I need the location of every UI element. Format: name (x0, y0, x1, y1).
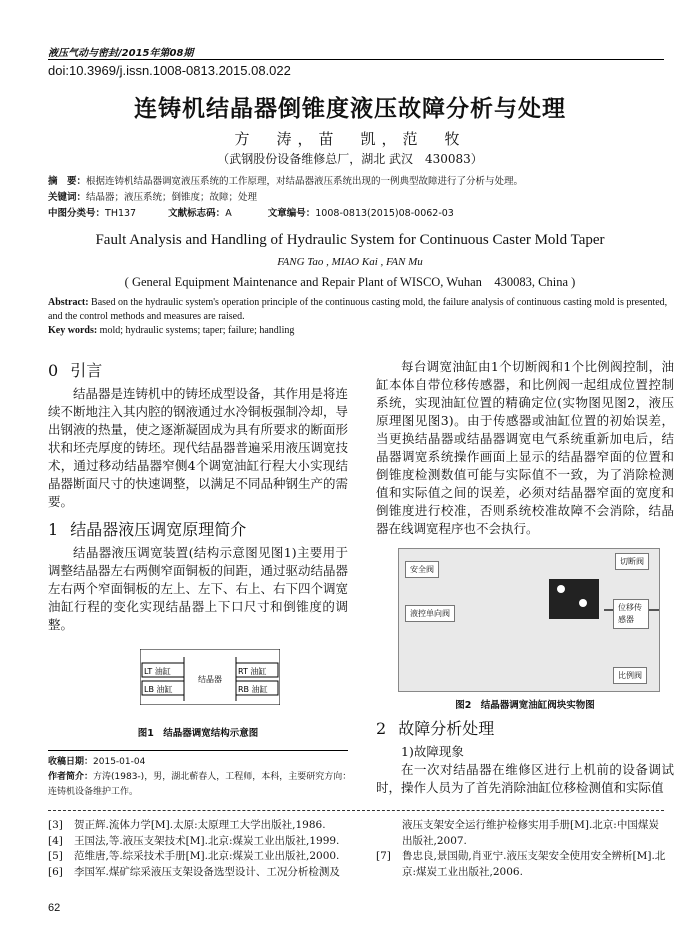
reference-item (48, 849, 358, 865)
reference-item (376, 849, 666, 880)
received-label: 收稿日期： (48, 757, 94, 767)
section-2-number: 2 (376, 719, 387, 738)
footnote-author (48, 770, 351, 784)
abstract-cn (48, 175, 523, 189)
ref-number: [5] (48, 850, 63, 862)
footnote-rule (48, 750, 348, 751)
fig1-lb-label: LB 油缸 (144, 685, 173, 694)
ref-number: [6] (48, 865, 63, 878)
abstract-en-text: Based on the hydraulic system's operation principle of the continuous casting mold, the failure analysis of continuous casting mold is presented, and the control methods and measures are raised. (48, 297, 668, 322)
reference-item (48, 865, 358, 881)
section-1 (48, 517, 348, 634)
fig1-lt-label: LT 油缸 (144, 667, 171, 676)
reference-item-continued (376, 818, 666, 849)
section-0-paragraph: 结晶器是连铸机中的铸坯成型设备，其作用是将连续不断地注入其内腔的钢液通过水冷铜板强制冷却，导出钢液的热量，使之逐渐凝固成为具有所要求的断面形状和坯壳厚度的铸坯。现代结晶器普遍采用液压调宽技术，通过移动结晶器窄侧4个调宽油缸行程大小实现结晶器断面尺寸的快速调整，以满足不同品种钢生产的需要。 (48, 386, 349, 509)
classification (48, 207, 454, 221)
figure-1-diagram (140, 649, 280, 705)
received-date: 2015-01-04 (93, 757, 146, 767)
clc-label: 中图分类号： (48, 208, 106, 219)
fig1-rb-label: RB 油缸 (238, 685, 268, 694)
footnote-author-cont: 连铸机设备维护工作。 (48, 787, 139, 797)
section-2-paragraph: 在一次对结晶器在维修区进行上机前的设备调试时，操作人员为了首先消除油缸位移检测值和实际值 (376, 762, 674, 795)
fig2-label-prop-valve: 比例阀 (613, 667, 647, 684)
ref-text: 李国军.煤矿综采液压支架设备选型设计、工况分析检测及 (74, 865, 340, 878)
article-no-label: 文章编号： (267, 208, 316, 219)
abstract-cn-label: 摘 要： (48, 176, 87, 187)
ref-text: 贺正辉.流体力学[M].太原:太原理工大学出版社,1986. (74, 819, 326, 831)
section-0-number: 0 (48, 361, 59, 380)
title-en: Fault Analysis and Handling of Hydraulic System for Continuous Caster Mold Taper (95, 232, 605, 248)
ref-text: 鲁忠良,景国勋,肖亚宁.液压支架安全使用安全辨析[M].北京:煤炭工业出版社,2006. (402, 850, 666, 878)
authors-en: FANG Tao , MIAO Kai , FAN Mu (277, 256, 423, 268)
journal-header: 液压气动与密封/2015年第08期 (48, 48, 194, 59)
fig2-label-safety-valve: 安全阀 (405, 561, 439, 578)
section-0-title: 引言 (70, 361, 103, 380)
fig1-center-label: 结晶器 (198, 675, 222, 684)
section-1-heading (48, 517, 348, 540)
footnote-received (48, 755, 145, 769)
doc-code-label: 文献标志码： (168, 208, 226, 219)
header-rule (48, 59, 664, 60)
section-2-subheading: 1)故障现象 (401, 744, 464, 759)
keywords-cn (48, 191, 257, 205)
figure-2-photo (398, 548, 660, 692)
right-paragraph-1: 每台调宽油缸由1个切断阀和1个比例阀控制，油缸本体自带位移传感器，和比例阀一起组成位置控制系统，实现油缸位置的精确定位(实物图见图2，液压原理图见图3)。由于传感器或油缸位置的初始误差，当更换结晶器或结晶器调宽电气系统重新加电后，结晶器调宽系统操作画面上显示的结晶器窄面的位置和倒锥度检测数值可能与实际值不一致，为了消除检测值和实际值之间的误差，必须对结晶器窄面的宽度和倒锥度进行校准，否则系统校准故障不会消除，结晶器在线调宽程序也不会执行。 (376, 359, 674, 536)
ref-text: 范维唐,等.综采技术手册[M].北京:煤炭工业出版社,2000. (74, 850, 340, 862)
article-no-value: 1008-0813(2015)08-0062-03 (315, 208, 454, 219)
title-cn: 连铸机结晶器倒锥度液压故障分析与处理 (134, 96, 566, 122)
fig2-port-2 (579, 599, 587, 607)
section-2-heading (376, 716, 674, 739)
references-left (48, 818, 358, 880)
page-number: 62 (48, 902, 61, 914)
doi: doi:10.3969/j.issn.1008-0813.2015.08.022 (48, 63, 291, 78)
section-1-paragraph: 结晶器液压调宽装置(结构示意图见图1)主要用于调整结晶器左右两侧窄面铜板的间距，通过驱动结晶器左右两个窄面铜板的左上、左下、右上、右下四个调宽油缸行程的变化实现结晶器上下口尺寸和倒锥度的调整。 (48, 545, 349, 632)
fig2-label-cutoff-valve: 切断阀 (615, 553, 649, 570)
figure-2-caption: 图2 结晶器调宽油缸阀块实物图 (455, 700, 595, 711)
authors-cn: 方 涛，苗 凯，范 牧 (234, 130, 466, 148)
reference-divider (48, 810, 664, 811)
fig1-rt-label: RT 油缸 (238, 667, 267, 676)
affiliation-en: ( General Equipment Maintenance and Repair Plant of WISCO, Wuhan 430083, China ) (124, 275, 576, 289)
fig2-valve-block (549, 579, 599, 619)
section-2-title: 故障分析处理 (398, 719, 495, 738)
abstract-en (48, 296, 668, 338)
keywords-cn-label: 关键词： (48, 192, 87, 203)
section-1-title: 结晶器液压调宽原理简介 (70, 520, 247, 539)
fig2-label-sensor: 位移传感器 (613, 599, 649, 629)
right-column-text (376, 358, 674, 538)
section-2 (376, 716, 674, 797)
author-bio-text: 方涛(1983-)，男，湖北蕲春人，工程师，本科，主要研究方向： (93, 772, 352, 782)
abstract-en-label: Abstract: (48, 297, 89, 308)
reference-item (48, 818, 358, 834)
keywords-en-label: Key words: (48, 325, 98, 336)
affiliation-cn: （武钢股份设备维修总厂，湖北 武汉 430083） (217, 152, 483, 166)
section-0-heading (48, 358, 348, 381)
abstract-cn-text: 根据连铸机结晶器调宽液压系统的工作原理，对结晶器液压系统出现的一例典型故障进行了分析与处理。 (86, 176, 524, 187)
references-right (376, 818, 666, 880)
fig2-label-check-valve: 液控单向阀 (405, 605, 455, 622)
author-bio-label: 作者简介： (48, 772, 94, 782)
keywords-cn-text: 结晶器；液压系统；倒锥度；故障；处理 (86, 192, 258, 203)
ref-text: 液压支架安全运行维护检修实用手册[M].北京:中国煤炭出版社,2007. (402, 819, 659, 847)
ref-number: [4] (48, 834, 63, 847)
reference-item (48, 834, 358, 850)
section-1-number: 1 (48, 520, 59, 539)
ref-number: [3] (48, 819, 63, 831)
clc-value: TH137 (105, 208, 137, 219)
fig2-port-1 (557, 585, 565, 593)
ref-text: 王国法,等.液压支架技术[M].北京:煤炭工业出版社,1999. (74, 834, 340, 847)
keywords-en-text: mold; hydraulic systems; taper; failure; handling (99, 325, 295, 336)
ref-number: [7] (376, 850, 391, 862)
figure-1-caption: 图1 结晶器调宽结构示意图 (137, 728, 259, 739)
doc-code-value: A (225, 208, 232, 219)
section-0 (48, 358, 348, 511)
